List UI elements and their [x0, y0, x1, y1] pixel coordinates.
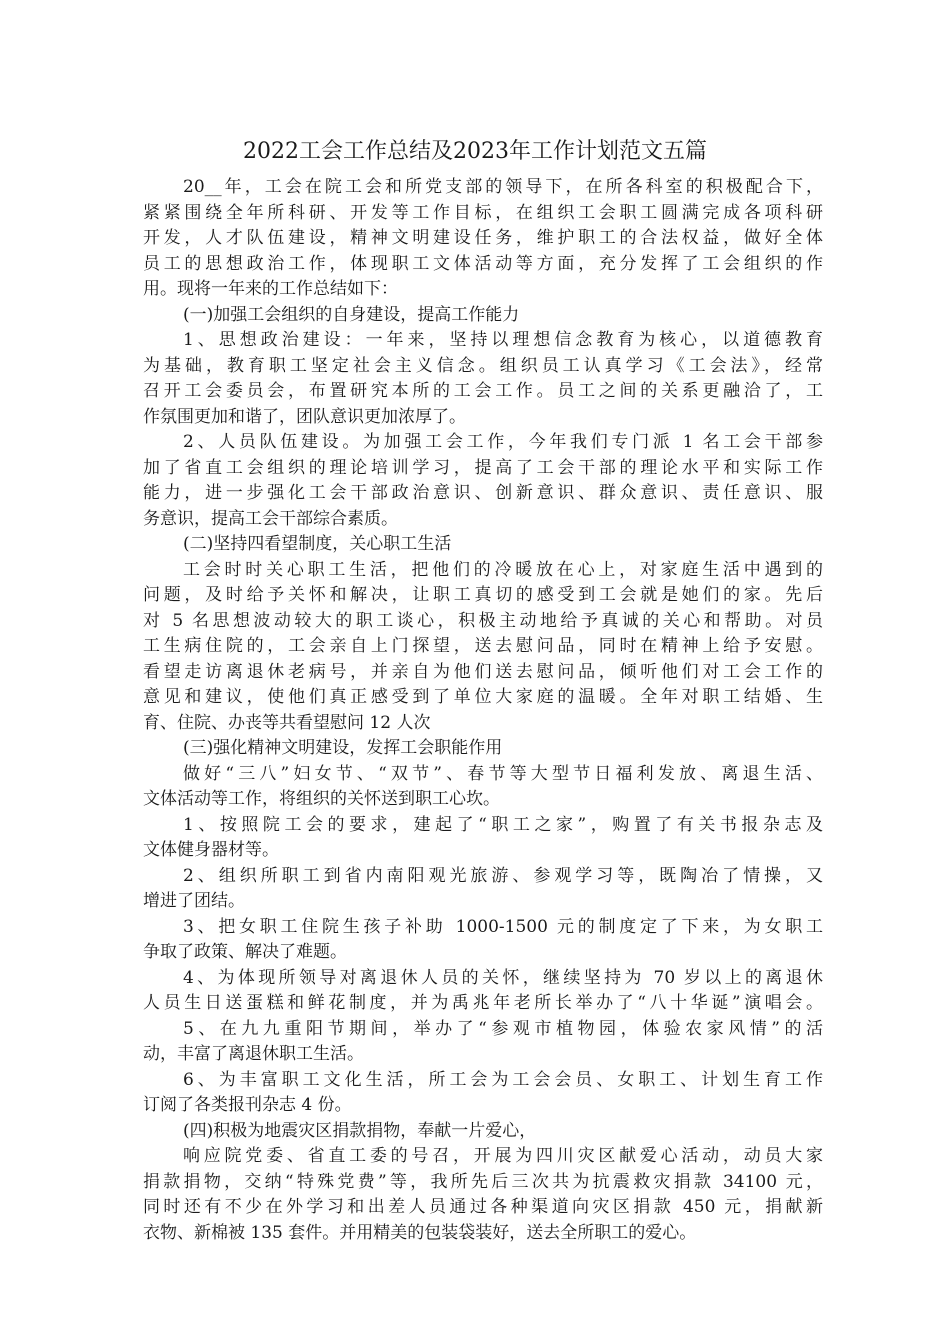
text-line: 1、思想政治建设：一年来，坚持以理想信念教育为核心，以道德教育: [183, 330, 823, 350]
text-line: 增进了团结。: [143, 891, 245, 911]
text-line: 2、组织所职工到省内南阳观光旅游、参观学习等，既陶冶了情操，又: [183, 865, 823, 886]
text-line: 问题，及时给予关怀和解决，让职工真切的感受到工会就是她们的家。先后: [143, 585, 823, 605]
text-line: 召开工会委员会，布置研究本所的工会工作。员工之间的关系更融洽了，工: [143, 381, 823, 401]
text-line: 工会时时关心职工生活，把他们的冷暖放在心上，对家庭生活中遇到的: [183, 559, 823, 580]
text-line: (三)强化精神文明建设，发挥工会职能作用: [183, 738, 503, 758]
text-line: 对 5 名思想波动较大的职工谈心，积极主动地给予真诚的关心和帮助。对员: [143, 610, 823, 631]
text-line: 5、在九九重阳节期间，举办了“参观市植物园，体验农家风情”的活: [183, 1018, 823, 1039]
text-line: 用。现将一年来的工作总结如下：: [143, 279, 398, 299]
document-body: [143, 175, 823, 1246]
text-line: 加了省直工会组织的理论培训学习，提高了工会干部的理论水平和实际工作: [143, 457, 823, 478]
text-line: 2、人员队伍建设。为加强工会工作，今年我们专门派 1 名工会干部参: [183, 432, 823, 452]
text-line: 20__年，工会在院工会和所党支部的领导下，在所各科室的积极配合下，: [183, 177, 823, 197]
text-line: 为基础，教育职工坚定社会主义信念。组织员工认真学习《工会法》，经常: [143, 355, 823, 376]
text-line: (四)积极为地震灾区捐款捐物，奉献一片爱心，: [183, 1120, 537, 1141]
text-line: 文体健身器材等。: [143, 840, 279, 860]
document-title: 2022工会工作总结及2023年工作计划范文五篇: [243, 139, 707, 164]
text-line: 人员生日送蛋糕和鲜花制度，并为禹兆年老所长举办了“八十华诞”演唱会。: [143, 993, 823, 1013]
text-line: 1、按照院工会的要求，建起了“职工之家”，购置了有关书报杂志及: [183, 814, 823, 835]
text-line: 响应院党委、省直工委的号召，开展为四川灾区献爱心活动，动员大家: [183, 1146, 823, 1166]
text-line: 看望走访离退休老病号，并亲自为他们送去慰问品，倾听他们对工会工作的: [143, 661, 823, 682]
text-line: 工生病住院的，工会亲自上门探望，送去慰问品，同时在精神上给予安慰。: [143, 636, 823, 656]
text-line: (二)坚持四看望制度，关心职工生活: [183, 534, 452, 554]
text-line: 6、为丰富职工文化生活，所工会为工会会员、女职工、计划生育工作: [183, 1069, 823, 1090]
text-line: 文体活动等工作，将组织的关怀送到职工心坎。: [143, 789, 500, 809]
text-line: 开发，人才队伍建设，精神文明建设任务，维护职工的合法权益，做好全体: [143, 228, 823, 248]
text-line: 作氛围更加和谐了，团队意识更加浓厚了。: [143, 406, 466, 427]
text-line: 衣物、新棉被 135 套件。并用精美的包装袋装好，送去全所职工的爱心。: [143, 1222, 697, 1243]
text-line: 争取了政策、解决了难题。: [143, 942, 347, 962]
text-line: 同时还有不少在外学习和出差人员通过各种渠道向灾区捐款 450 元，捐献新: [143, 1197, 823, 1217]
text-line: (一)加强工会组织的自身建设，提高工作能力: [183, 304, 520, 325]
text-line: 能力，进一步强化工会干部政治意识、创新意识、群众意识、责任意识、服: [143, 483, 823, 503]
text-line: 3、把女职工住院生孩子补助 1000-1500 元的制度定了下来，为女职工: [183, 916, 823, 937]
text-line: 务意识，提高工会干部综合素质。: [143, 508, 398, 529]
text-line: 意见和建议，使他们真正感受到了单位大家庭的温暖。全年对职工结婚、生: [143, 687, 823, 707]
text-line: 动，丰富了离退休职工生活。: [143, 1044, 364, 1064]
text-line: 育、住院、办丧等共看望慰问 12 人次: [143, 712, 431, 733]
text-line: 做好“三八”妇女节、“双节”、春节等大型节日福利发放、离退生活、: [183, 763, 823, 784]
text-line: 订阅了各类报刊杂志 4 份。: [143, 1095, 352, 1115]
text-line: 4、为体现所领导对离退休人员的关怀，继续坚持为 70 岁以上的离退休: [183, 967, 823, 988]
text-line: 紧紧围绕全年所科研、开发等工作目标，在组织工会职工圆满完成各项科研: [143, 202, 823, 223]
text-line: 捐款捐物，交纳“特殊党费”等，我所先后三次共为抗震救灾捐款 34100 元，: [143, 1171, 823, 1192]
text-line: 员工的思想政治工作，体现职工文体活动等方面，充分发挥了工会组织的作: [143, 253, 823, 274]
